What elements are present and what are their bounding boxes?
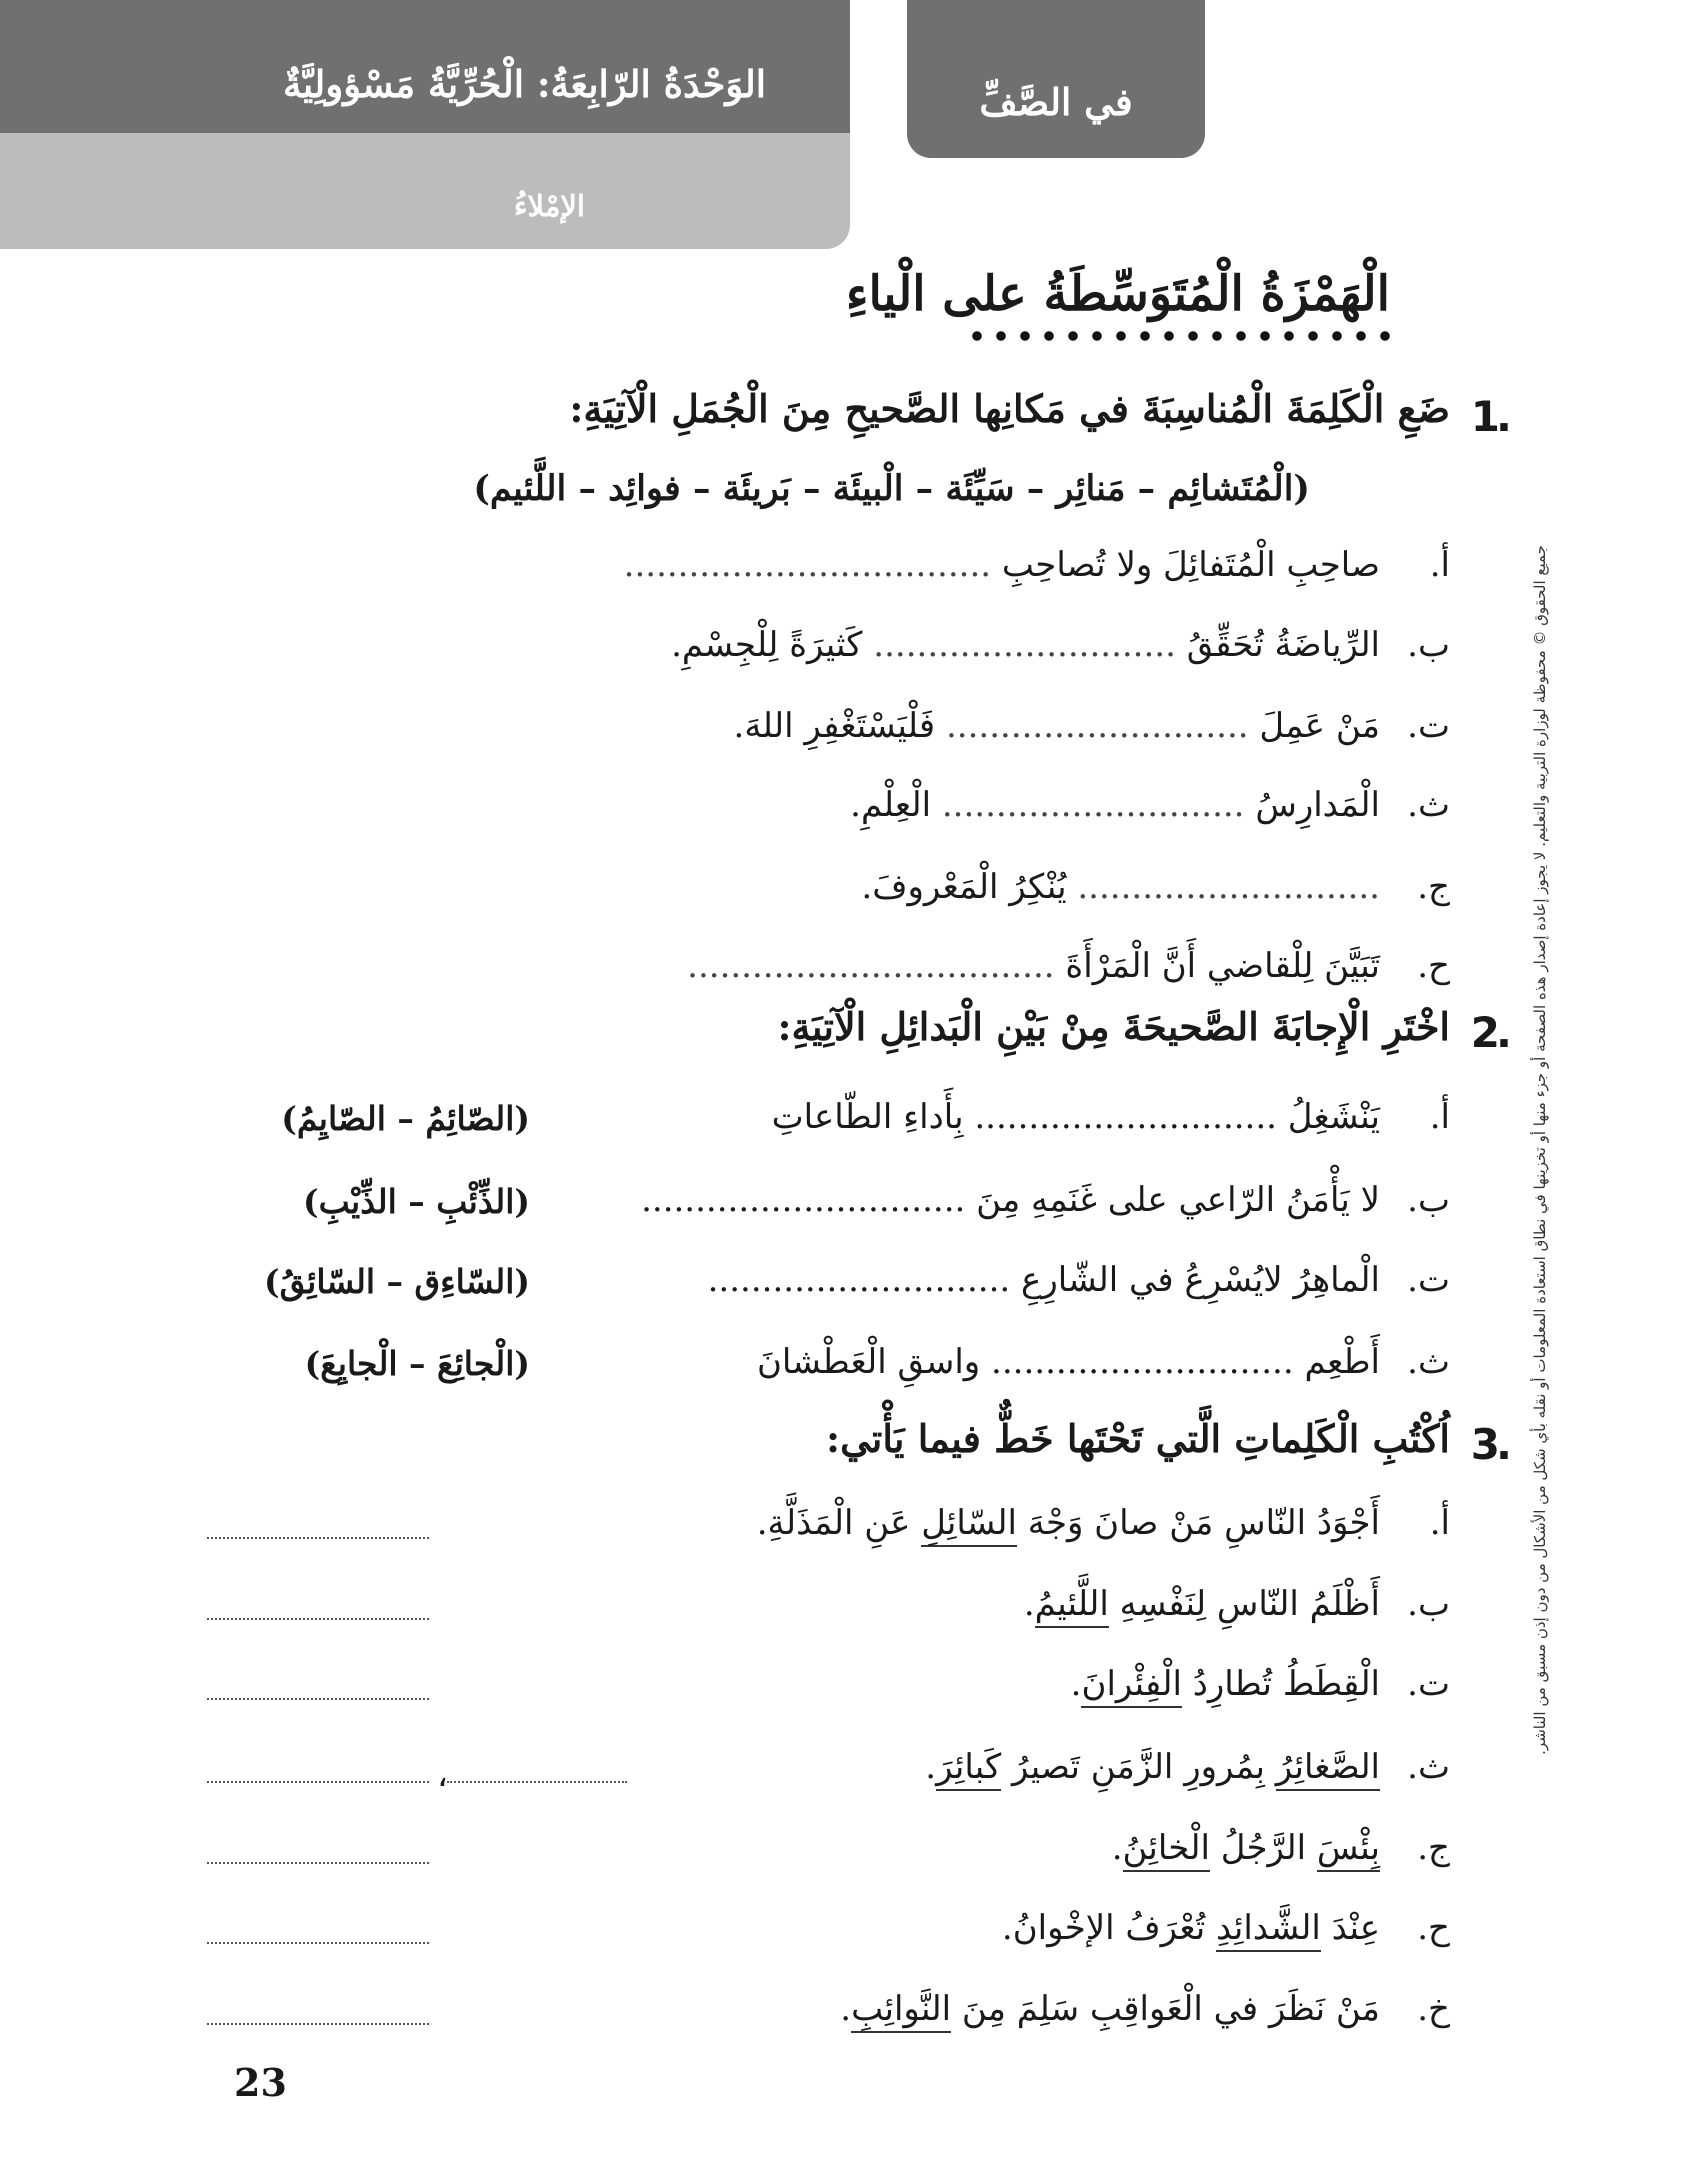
underlined-word: كَبائِرَ	[936, 1747, 1001, 1791]
sentence-text: الرَّجُلُ	[1209, 1828, 1317, 1868]
q2-item-sentence[interactable]: الْماهِرُ لايُسْرِعُ في الشّارِعِ ............................	[707, 1260, 1380, 1300]
q1-number: 1	[1470, 392, 1500, 441]
underlined-word: اللَّئيمُ	[1035, 1584, 1109, 1628]
q1-item-letter: ج.	[1417, 867, 1450, 907]
q2-number-dot: .	[1496, 1008, 1512, 1057]
q3-item	[757, 1503, 1380, 1543]
copyright-side-note	[1520, 545, 1560, 1755]
q3-answer-line-second[interactable]	[447, 1781, 627, 1783]
q1-item-blank[interactable]: ............................	[1077, 867, 1380, 907]
underlined-word: الْفِئْرانَ	[1081, 1664, 1181, 1708]
q1-item	[687, 946, 1380, 986]
q1-word-bank: (الْمُتَشائِم – مَنائِر – سَيِّئَة – الْبيئَة – بَريئَة – فوائِد – اللَّئيم)	[473, 468, 1310, 509]
q3-number: 3	[1470, 1420, 1500, 1469]
lesson-title: الإمْلاءُ	[513, 189, 585, 223]
q3-item-letter: أ.	[1429, 1503, 1450, 1543]
q3-item	[1071, 1664, 1380, 1704]
q1-item-before: الرِّياضَةُ تُحَقِّقُ	[1186, 625, 1380, 665]
q3-answer-line[interactable]	[207, 1942, 429, 1944]
q3-item-letter: ح.	[1417, 1908, 1450, 1948]
sentence-text: .	[1111, 1828, 1123, 1868]
q1-item-letter: ح.	[1417, 946, 1450, 986]
q3-item-letter: ج.	[1417, 1828, 1450, 1868]
sentence-text: .	[925, 1747, 937, 1787]
q2-item-sentence[interactable]: يَنْشَغِلُ ............................ بِأَداءِ الطّاعاتِ	[771, 1097, 1380, 1137]
q1-item-after: الْعِلْمِ.	[850, 785, 932, 825]
sentence-text: بِمُرورِ الزَّمَنِ تَصيرُ	[1001, 1747, 1276, 1787]
q1-item-after: فَلْيَسْتَغْفِرِ اللهَ.	[733, 706, 936, 746]
q3-item-letter: ب.	[1407, 1584, 1450, 1624]
q1-item	[850, 785, 1380, 825]
q3-instruction: اُكْتُبِ الْكَلِماتِ الَّتي تَحْتَها خَطٌّ فيما يَأْتي:	[826, 1416, 1450, 1461]
underlined-word: الشَّدائِدِ	[1216, 1908, 1321, 1952]
q3-item-letter: خ.	[1417, 1989, 1450, 2029]
sentence-text: أَظْلَمُ النّاسِ لِنَفْسِهِ	[1108, 1584, 1380, 1624]
q1-item-before: تَبَيَّنَ لِلْقاضي أَنَّ الْمَرْأَةَ	[1065, 946, 1380, 986]
sentence-text: عَنِ الْمَذَلَّةِ.	[756, 1503, 922, 1543]
q1-instruction: ضَعِ الْكَلِمَةَ الْمُناسِبَةَ في مَكانِها الصَّحيحِ مِنَ الْجُمَلِ الْآتِيَةِ:	[569, 386, 1450, 431]
q2-item-options: (الصّائِمُ – الصّايِمُ)	[281, 1099, 530, 1138]
q1-item-blank[interactable]: ............................	[941, 785, 1245, 825]
q1-item-after: يُنْكِرُ الْمَعْروفَ.	[861, 867, 1067, 907]
q3-answer-line[interactable]	[207, 2023, 429, 2025]
title-dots-divider	[965, 322, 1395, 350]
q3-item	[840, 1989, 1380, 2029]
q2-instruction: اخْتَرِ الْإِجابَةَ الصَّحيحَةَ مِنْ بَيْنِ الْبَدائِلِ الْآتِيَةِ:	[777, 1004, 1450, 1049]
page-number: 23	[234, 2060, 287, 2105]
q3-item	[1002, 1908, 1380, 1948]
sentence-text: .	[1023, 1584, 1035, 1624]
underlined-word: الصَّغائِرُ	[1276, 1747, 1380, 1791]
q2-item-letter: ث.	[1407, 1342, 1450, 1382]
q1-item-blank[interactable]: ............................	[945, 706, 1249, 746]
q3-answer-line[interactable]	[207, 1698, 429, 1700]
q1-item-letter: ت.	[1407, 706, 1450, 746]
sentence-text: مَنْ نَظَرَ في الْعَواقِبِ سَلِمَ مِنَ	[951, 1989, 1380, 2029]
q1-item-letter: أ.	[1429, 545, 1450, 585]
copyright-text: جميع الحقوق © محفوظة لوزارة التربية والتعليم. لا يجوز إعادة إصدار هذه الصفحة أو جزء منها أو تخزينها في نطاق استعادة المعلومات أو نقله بأي شكل من الأشكال من دون إذن مسبق من الناشر.	[1531, 545, 1549, 1755]
underlined-word: الْخائِنُ	[1123, 1828, 1210, 1872]
sentence-text: .	[840, 1989, 852, 2029]
q1-item	[624, 545, 1380, 585]
q1-item-letter: ث.	[1407, 785, 1450, 825]
q1-item-after: كَثيرَةً لِلْجِسْمِ.	[671, 625, 863, 665]
q2-item-sentence[interactable]: لا يَأْمَنُ الرّاعي على غَنَمِهِ مِنَ ..............................	[641, 1180, 1380, 1220]
q1-item-before: الْمَدارِسُ	[1255, 785, 1380, 825]
page-title: الْهَمْزَةُ الْمُتَوَسِّطَةُ على الْياءِ	[845, 266, 1390, 322]
q3-answer-line[interactable]	[207, 1862, 429, 1864]
underlined-word: السّائِلِ	[921, 1503, 1017, 1547]
q1-item-before: صاحِبِ الْمُتَفائِلَ ولا تُصاحِبِ	[1001, 545, 1380, 585]
class-tab	[907, 0, 1205, 158]
sentence-text: .	[1070, 1664, 1082, 1704]
sentence-text: الْقِطَطُ تُطارِدُ	[1181, 1664, 1380, 1704]
sentence-text: عِنْدَ	[1320, 1908, 1380, 1948]
q1-item	[861, 867, 1380, 907]
q1-number-dot: .	[1496, 392, 1512, 441]
underlined-word: النَّوائِبِ	[851, 1989, 951, 2033]
q1-item	[671, 625, 1380, 665]
sentence-text: تُعْرَفُ الإخْوانُ.	[1001, 1908, 1217, 1948]
q1-item-blank[interactable]: ............................	[873, 625, 1176, 665]
q3-answer-line[interactable]	[207, 1537, 429, 1539]
q3-answer-comma: ،	[437, 1755, 448, 1795]
q2-item-options: (الذِّئْبِ – الذِّيْبِ)	[303, 1182, 530, 1221]
q2-item-options: (السّاءِق – السّائِقُ)	[264, 1262, 530, 1301]
lesson-tab	[0, 133, 850, 249]
sentence-text: أَجْوَدُ النّاسِ مَنْ صانَ وَجْهَ	[1016, 1503, 1380, 1543]
unit-title: الوَحْدَةُ الرّابِعَةُ: الْحُرِّيَّةُ مَسْؤولِيَّةٌ	[283, 62, 766, 106]
q3-answer-line[interactable]	[207, 1781, 429, 1783]
q3-item	[1024, 1584, 1380, 1624]
q3-item-letter: ت.	[1407, 1664, 1450, 1704]
q3-item	[925, 1747, 1380, 1787]
q3-number-dot: .	[1496, 1420, 1512, 1469]
q3-item	[1112, 1828, 1380, 1868]
q2-item-options: (الْجائِعَ – الْجايِعَ)	[304, 1344, 530, 1383]
q1-item-before: مَنْ عَمِلَ	[1259, 706, 1380, 746]
q3-item-letter: ث.	[1407, 1747, 1450, 1787]
q1-item	[734, 706, 1380, 746]
q2-item-letter: أ.	[1429, 1097, 1450, 1137]
q2-number: 2	[1470, 1008, 1500, 1057]
class-tab-label: في الصَّفِّ	[979, 80, 1133, 124]
q2-item-letter: ت.	[1407, 1260, 1450, 1300]
q1-item-blank[interactable]: ..................................	[687, 946, 1055, 986]
q1-item-letter: ب.	[1407, 625, 1450, 665]
unit-tab	[0, 0, 850, 133]
underlined-word: بِئْسَ	[1317, 1828, 1380, 1872]
q1-item-blank[interactable]: ..................................	[623, 545, 992, 585]
q3-answer-line[interactable]	[207, 1618, 429, 1620]
q2-item-letter: ب.	[1407, 1180, 1450, 1220]
q2-item-sentence[interactable]: أَطْعِم ............................ واسقِ الْعَطْشانَ	[756, 1342, 1380, 1382]
